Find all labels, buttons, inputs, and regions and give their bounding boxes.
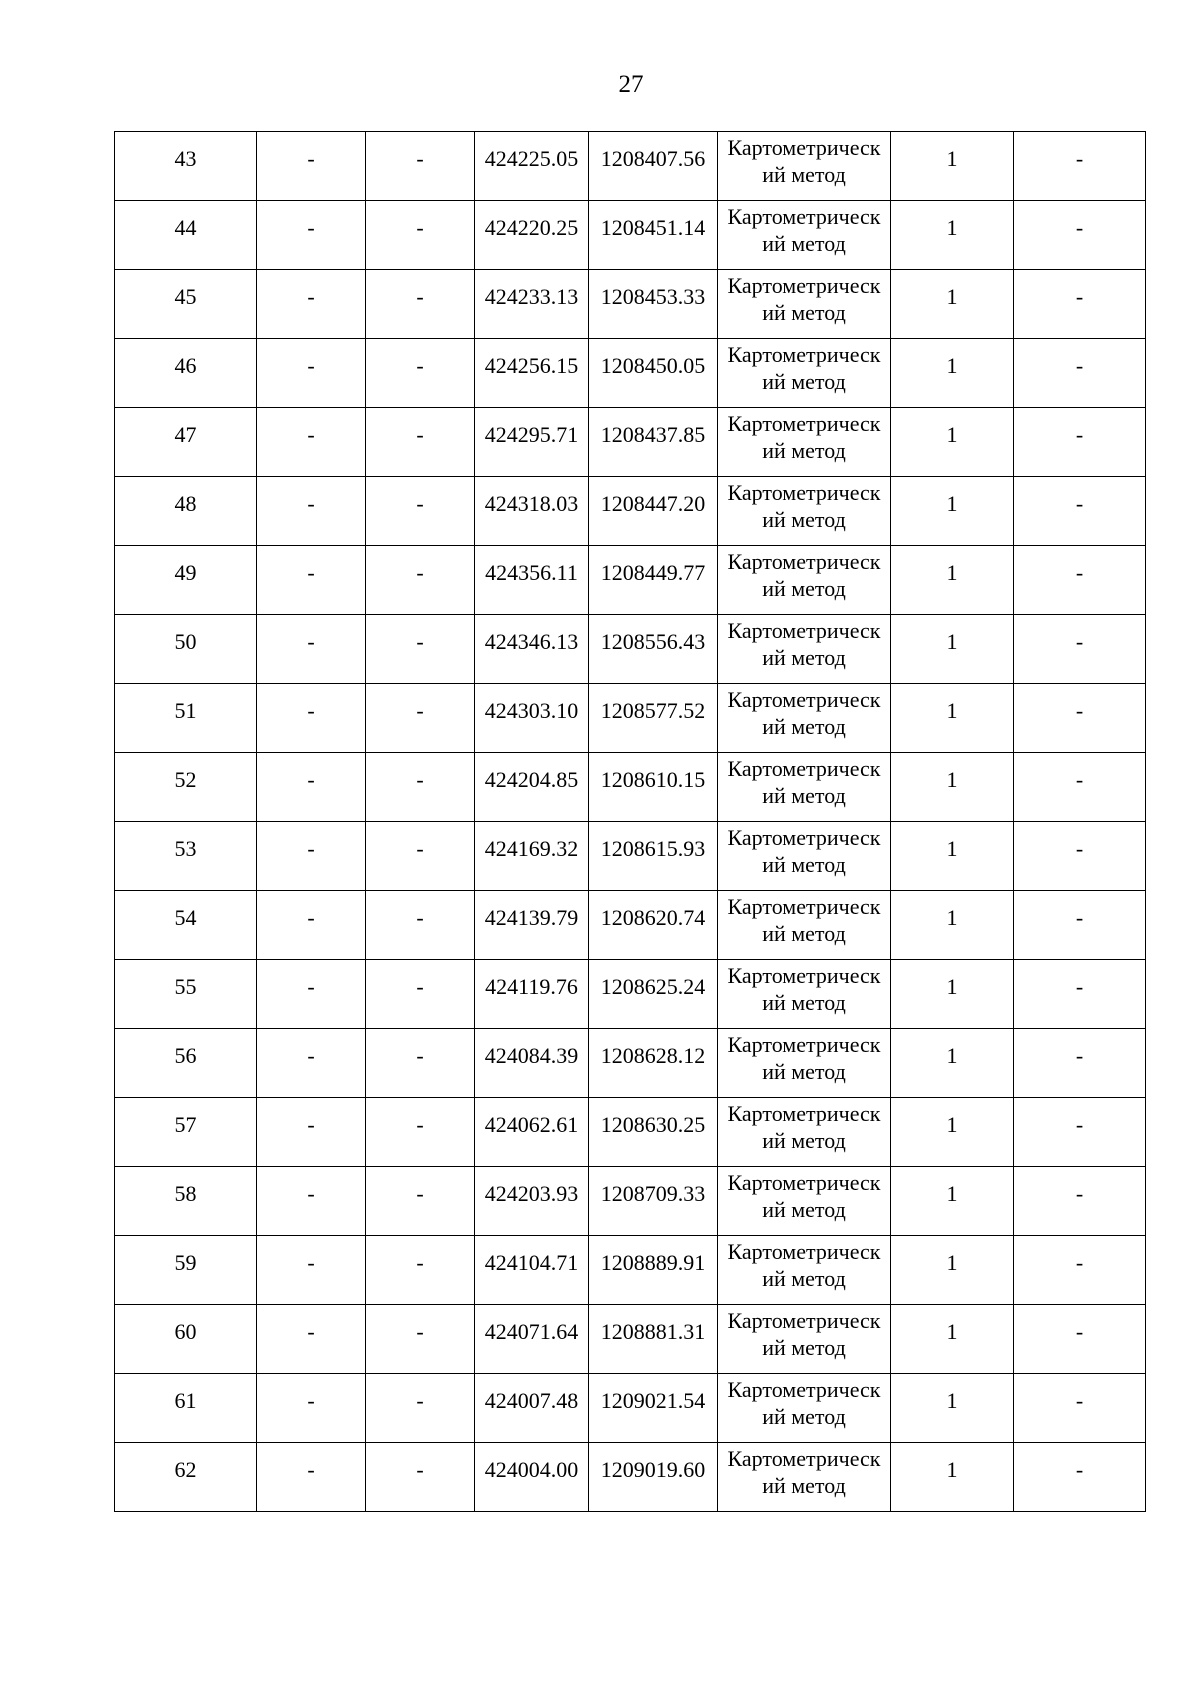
coord-y-cell: 1208450.05 — [589, 339, 718, 408]
method-line-1: Картометрическ — [727, 549, 881, 574]
empty-coord-x-cell: - — [257, 270, 366, 339]
table-row — [115, 132, 1146, 201]
note-cell: - — [1014, 891, 1146, 960]
empty-coord-x-cell: - — [257, 1236, 366, 1305]
method-line-2: ий метод — [762, 231, 846, 256]
coord-x-cell: 424346.13 — [475, 615, 589, 684]
note-cell: - — [1014, 408, 1146, 477]
coord-y-cell: 1208449.77 — [589, 546, 718, 615]
table-row — [115, 1374, 1146, 1443]
accuracy-cell: 1 — [891, 339, 1014, 408]
method-cell — [718, 408, 891, 477]
point-number-cell: 55 — [115, 960, 257, 1029]
method-line-2: ий метод — [762, 645, 846, 670]
table-row — [115, 408, 1146, 477]
method-line-1: Картометрическ — [727, 204, 881, 229]
empty-coord-y-cell: - — [366, 1236, 475, 1305]
table-row — [115, 684, 1146, 753]
empty-coord-y-cell: - — [366, 684, 475, 753]
method-cell — [718, 1167, 891, 1236]
table-row — [115, 1443, 1146, 1512]
accuracy-cell: 1 — [891, 270, 1014, 339]
coord-y-cell: 1208709.33 — [589, 1167, 718, 1236]
accuracy-cell: 1 — [891, 201, 1014, 270]
point-number-cell: 47 — [115, 408, 257, 477]
coord-y-cell: 1208630.25 — [589, 1098, 718, 1167]
table-row — [115, 339, 1146, 408]
empty-coord-y-cell: - — [366, 753, 475, 822]
method-cell — [718, 270, 891, 339]
empty-coord-x-cell: - — [257, 615, 366, 684]
empty-coord-x-cell: - — [257, 684, 366, 753]
method-line-1: Картометрическ — [727, 273, 881, 298]
point-number-cell: 50 — [115, 615, 257, 684]
coord-y-cell: 1208407.56 — [589, 132, 718, 201]
method-line-2: ий метод — [762, 1197, 846, 1222]
table-row — [115, 1167, 1146, 1236]
method-cell — [718, 1236, 891, 1305]
coord-y-cell: 1208610.15 — [589, 753, 718, 822]
note-cell: - — [1014, 615, 1146, 684]
method-line-2: ий метод — [762, 438, 846, 463]
empty-coord-x-cell: - — [257, 1305, 366, 1374]
point-number-cell: 59 — [115, 1236, 257, 1305]
empty-coord-y-cell: - — [366, 132, 475, 201]
note-cell: - — [1014, 1098, 1146, 1167]
empty-coord-y-cell: - — [366, 1443, 475, 1512]
table-row — [115, 1098, 1146, 1167]
method-cell — [718, 1029, 891, 1098]
method-line-1: Картометрическ — [727, 411, 881, 436]
method-line-1: Картометрическ — [727, 1308, 881, 1333]
empty-coord-y-cell: - — [366, 1305, 475, 1374]
note-cell: - — [1014, 1305, 1146, 1374]
accuracy-cell: 1 — [891, 1443, 1014, 1512]
method-line-1: Картометрическ — [727, 618, 881, 643]
coord-x-cell: 424203.93 — [475, 1167, 589, 1236]
note-cell: - — [1014, 132, 1146, 201]
accuracy-cell: 1 — [891, 822, 1014, 891]
table-row — [115, 753, 1146, 822]
empty-coord-x-cell: - — [257, 132, 366, 201]
coord-x-cell: 424204.85 — [475, 753, 589, 822]
method-line-2: ий метод — [762, 1335, 846, 1360]
method-cell — [718, 615, 891, 684]
note-cell: - — [1014, 1443, 1146, 1512]
accuracy-cell: 1 — [891, 753, 1014, 822]
empty-coord-y-cell: - — [366, 1029, 475, 1098]
note-cell: - — [1014, 822, 1146, 891]
empty-coord-y-cell: - — [366, 1167, 475, 1236]
method-line-2: ий метод — [762, 852, 846, 877]
coord-y-cell: 1208628.12 — [589, 1029, 718, 1098]
method-cell — [718, 339, 891, 408]
accuracy-cell: 1 — [891, 408, 1014, 477]
empty-coord-x-cell: - — [257, 753, 366, 822]
accuracy-cell: 1 — [891, 684, 1014, 753]
method-line-2: ий метод — [762, 714, 846, 739]
empty-coord-y-cell: - — [366, 822, 475, 891]
coord-y-cell: 1208447.20 — [589, 477, 718, 546]
table-row — [115, 1305, 1146, 1374]
method-cell — [718, 1305, 891, 1374]
note-cell: - — [1014, 960, 1146, 1029]
empty-coord-y-cell: - — [366, 546, 475, 615]
empty-coord-y-cell: - — [366, 201, 475, 270]
coord-x-cell: 424004.00 — [475, 1443, 589, 1512]
method-line-2: ий метод — [762, 1473, 846, 1498]
coord-x-cell: 424225.05 — [475, 132, 589, 201]
coord-x-cell: 424139.79 — [475, 891, 589, 960]
accuracy-cell: 1 — [891, 1305, 1014, 1374]
method-line-2: ий метод — [762, 369, 846, 394]
table-row — [115, 822, 1146, 891]
empty-coord-y-cell: - — [366, 615, 475, 684]
note-cell: - — [1014, 1029, 1146, 1098]
page-number: 27 — [618, 71, 644, 98]
empty-coord-x-cell: - — [257, 201, 366, 270]
empty-coord-y-cell: - — [366, 960, 475, 1029]
table-body — [115, 132, 1146, 1512]
note-cell: - — [1014, 1236, 1146, 1305]
point-number-cell: 57 — [115, 1098, 257, 1167]
method-line-1: Картометрическ — [727, 1446, 881, 1471]
point-number-cell: 51 — [115, 684, 257, 753]
coord-y-cell: 1209019.60 — [589, 1443, 718, 1512]
note-cell: - — [1014, 339, 1146, 408]
coord-y-cell: 1208437.85 — [589, 408, 718, 477]
note-cell: - — [1014, 270, 1146, 339]
method-cell — [718, 477, 891, 546]
method-cell — [718, 891, 891, 960]
table-row — [115, 1236, 1146, 1305]
empty-coord-x-cell: - — [257, 1443, 366, 1512]
method-cell — [718, 546, 891, 615]
point-number-cell: 45 — [115, 270, 257, 339]
method-cell — [718, 132, 891, 201]
point-number-cell: 44 — [115, 201, 257, 270]
method-line-1: Картометрическ — [727, 756, 881, 781]
coord-x-cell: 424007.48 — [475, 1374, 589, 1443]
coord-x-cell: 424356.11 — [475, 546, 589, 615]
empty-coord-y-cell: - — [366, 1098, 475, 1167]
coord-x-cell: 424084.39 — [475, 1029, 589, 1098]
accuracy-cell: 1 — [891, 477, 1014, 546]
note-cell: - — [1014, 1374, 1146, 1443]
method-line-2: ий метод — [762, 162, 846, 187]
empty-coord-y-cell: - — [366, 408, 475, 477]
coord-x-cell: 424062.61 — [475, 1098, 589, 1167]
coord-y-cell: 1209021.54 — [589, 1374, 718, 1443]
point-number-cell: 46 — [115, 339, 257, 408]
method-cell — [718, 753, 891, 822]
point-number-cell: 48 — [115, 477, 257, 546]
note-cell: - — [1014, 1167, 1146, 1236]
empty-coord-x-cell: - — [257, 891, 366, 960]
method-line-2: ий метод — [762, 921, 846, 946]
empty-coord-y-cell: - — [366, 270, 475, 339]
coord-y-cell: 1208625.24 — [589, 960, 718, 1029]
coord-x-cell: 424169.32 — [475, 822, 589, 891]
point-number-cell: 62 — [115, 1443, 257, 1512]
empty-coord-x-cell: - — [257, 822, 366, 891]
method-cell — [718, 201, 891, 270]
coord-y-cell: 1208615.93 — [589, 822, 718, 891]
coord-y-cell: 1208451.14 — [589, 201, 718, 270]
accuracy-cell: 1 — [891, 1029, 1014, 1098]
empty-coord-x-cell: - — [257, 1098, 366, 1167]
accuracy-cell: 1 — [891, 1374, 1014, 1443]
table-row — [115, 960, 1146, 1029]
table-row — [115, 615, 1146, 684]
accuracy-cell: 1 — [891, 546, 1014, 615]
coord-x-cell: 424119.76 — [475, 960, 589, 1029]
method-line-1: Картометрическ — [727, 1101, 881, 1126]
method-line-2: ий метод — [762, 576, 846, 601]
empty-coord-x-cell: - — [257, 1029, 366, 1098]
method-line-1: Картометрическ — [727, 342, 881, 367]
method-line-2: ий метод — [762, 783, 846, 808]
point-number-cell: 60 — [115, 1305, 257, 1374]
coord-x-cell: 424071.64 — [475, 1305, 589, 1374]
point-number-cell: 58 — [115, 1167, 257, 1236]
empty-coord-x-cell: - — [257, 339, 366, 408]
method-line-2: ий метод — [762, 507, 846, 532]
accuracy-cell: 1 — [891, 615, 1014, 684]
empty-coord-x-cell: - — [257, 1374, 366, 1443]
empty-coord-y-cell: - — [366, 339, 475, 408]
coord-x-cell: 424256.15 — [475, 339, 589, 408]
point-number-cell: 43 — [115, 132, 257, 201]
empty-coord-x-cell: - — [257, 960, 366, 1029]
point-number-cell: 53 — [115, 822, 257, 891]
coord-x-cell: 424318.03 — [475, 477, 589, 546]
coord-y-cell: 1208577.52 — [589, 684, 718, 753]
table-row — [115, 201, 1146, 270]
table-row — [115, 891, 1146, 960]
method-line-1: Картометрическ — [727, 1377, 881, 1402]
method-line-1: Картометрическ — [727, 1032, 881, 1057]
empty-coord-y-cell: - — [366, 891, 475, 960]
method-cell — [718, 1098, 891, 1167]
table-row — [115, 546, 1146, 615]
empty-coord-x-cell: - — [257, 408, 366, 477]
empty-coord-x-cell: - — [257, 546, 366, 615]
accuracy-cell: 1 — [891, 1098, 1014, 1167]
accuracy-cell: 1 — [891, 1236, 1014, 1305]
method-cell — [718, 1443, 891, 1512]
note-cell: - — [1014, 753, 1146, 822]
coord-y-cell: 1208620.74 — [589, 891, 718, 960]
point-number-cell: 52 — [115, 753, 257, 822]
method-line-1: Картометрическ — [727, 135, 881, 160]
method-cell — [718, 684, 891, 753]
accuracy-cell: 1 — [891, 1167, 1014, 1236]
note-cell: - — [1014, 477, 1146, 546]
method-line-1: Картометрическ — [727, 1239, 881, 1264]
method-line-1: Картометрическ — [727, 825, 881, 850]
coord-y-cell: 1208453.33 — [589, 270, 718, 339]
method-line-2: ий метод — [762, 1266, 846, 1291]
coord-x-cell: 424295.71 — [475, 408, 589, 477]
point-number-cell: 54 — [115, 891, 257, 960]
method-line-1: Картометрическ — [727, 894, 881, 919]
note-cell: - — [1014, 546, 1146, 615]
method-cell — [718, 1374, 891, 1443]
point-number-cell: 61 — [115, 1374, 257, 1443]
method-line-1: Картометрическ — [727, 480, 881, 505]
method-line-1: Картометрическ — [727, 963, 881, 988]
coord-x-cell: 424303.10 — [475, 684, 589, 753]
note-cell: - — [1014, 684, 1146, 753]
empty-coord-x-cell: - — [257, 477, 366, 546]
empty-coord-y-cell: - — [366, 1374, 475, 1443]
method-line-2: ий метод — [762, 1128, 846, 1153]
point-number-cell: 49 — [115, 546, 257, 615]
empty-coord-x-cell: - — [257, 1167, 366, 1236]
coord-x-cell: 424104.71 — [475, 1236, 589, 1305]
method-cell — [718, 960, 891, 1029]
coord-y-cell: 1208881.31 — [589, 1305, 718, 1374]
coord-x-cell: 424220.25 — [475, 201, 589, 270]
accuracy-cell: 1 — [891, 960, 1014, 1029]
method-cell — [718, 822, 891, 891]
accuracy-cell: 1 — [891, 891, 1014, 960]
empty-coord-y-cell: - — [366, 477, 475, 546]
method-line-2: ий метод — [762, 1404, 846, 1429]
table-row — [115, 270, 1146, 339]
coord-x-cell: 424233.13 — [475, 270, 589, 339]
table-row — [115, 1029, 1146, 1098]
note-cell: - — [1014, 201, 1146, 270]
method-line-1: Картометрическ — [727, 1170, 881, 1195]
table-row — [115, 477, 1146, 546]
point-number-cell: 56 — [115, 1029, 257, 1098]
accuracy-cell: 1 — [891, 132, 1014, 201]
coord-y-cell: 1208889.91 — [589, 1236, 718, 1305]
method-line-1: Картометрическ — [727, 687, 881, 712]
coordinates-table — [114, 131, 1146, 1512]
method-line-2: ий метод — [762, 300, 846, 325]
coord-y-cell: 1208556.43 — [589, 615, 718, 684]
method-line-2: ий метод — [762, 990, 846, 1015]
method-line-2: ий метод — [762, 1059, 846, 1084]
